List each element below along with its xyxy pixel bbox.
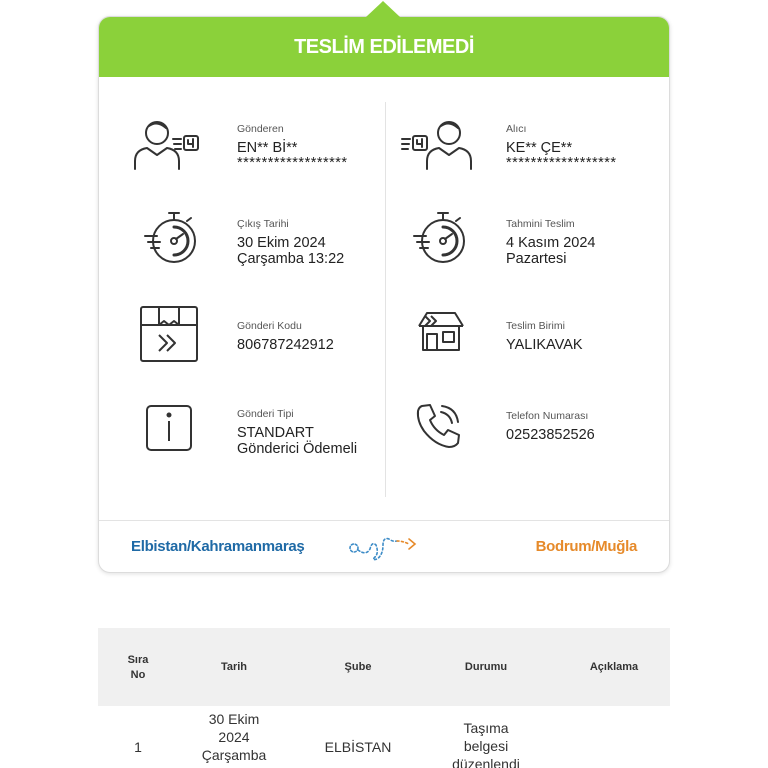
info-icon [145, 404, 193, 452]
row-1-date: 30 Ekim 2024 Çarşamba [201, 711, 267, 763]
sender-info [237, 122, 348, 170]
row-1-branch: ELBİSTAN [324, 739, 392, 755]
departure-day-time: Çarşamba 13:22 [237, 251, 345, 267]
package-box-icon [139, 305, 199, 365]
code-label: Gönderi Kodu [237, 320, 302, 332]
estimated-info [506, 217, 595, 267]
receiver-masked: ****************** [506, 155, 617, 171]
phone-value: 02523852526 [506, 427, 595, 443]
row-1-no: 1 [134, 739, 142, 755]
stopwatch-icon [412, 209, 468, 267]
receiver-label: Alıcı [506, 123, 527, 135]
phone-label: Telefon Numarası [506, 410, 589, 422]
sender-name: EN** Bİ** [237, 140, 298, 156]
estimated-date: 4 Kasım 2024 [506, 235, 596, 251]
table-header [98, 628, 670, 706]
departure-date: 30 Ekim 2024 [237, 235, 326, 251]
branch-label: Teslim Birimi [506, 320, 565, 332]
departure-label: Çıkış Tarihi [237, 218, 289, 230]
header-description: Açıklama [589, 661, 639, 673]
route-divider [99, 520, 669, 521]
type-info [237, 407, 357, 457]
header-branch: Şube [344, 661, 372, 673]
header-date: Tarih [220, 661, 248, 673]
departure-info [237, 217, 344, 267]
branch-building-icon [417, 310, 465, 352]
estimated-day: Pazartesi [506, 251, 567, 267]
header-no: Sıra No [127, 654, 149, 681]
sender-label: Gönderen [237, 123, 284, 135]
branch-info [506, 319, 583, 353]
sender-person-icon [131, 117, 211, 171]
estimated-label: Tahmini Teslim [506, 218, 575, 230]
route-origin: Elbistan/Kahramanmaraş [131, 538, 305, 555]
row-1-status: Taşıma belgesi düzenlendi [452, 720, 520, 768]
type-value: STANDART [237, 425, 314, 441]
code-info [237, 319, 334, 353]
shipment-card [98, 16, 670, 573]
receiver-person-icon [399, 117, 479, 171]
status-header [99, 17, 669, 77]
stopwatch-icon [143, 209, 199, 267]
route-destination: Bodrum/Muğla [535, 538, 637, 555]
phone-icon [414, 402, 462, 450]
header-status: Durumu [464, 661, 508, 673]
receiver-name: KE** ÇE** [506, 140, 573, 156]
phone-info [506, 409, 595, 443]
receiver-info [506, 122, 617, 170]
status-pointer [366, 1, 400, 17]
type-label: Gönderi Tipi [237, 408, 294, 420]
type-payment: Gönderici Ödemeli [237, 441, 358, 457]
route-path-icon [347, 529, 421, 563]
status-title: TESLİM EDİLEMEDİ [294, 35, 474, 58]
sender-masked: ****************** [237, 155, 348, 171]
code-value: 806787242912 [237, 337, 334, 353]
branch-value: YALIKAVAK [506, 337, 583, 353]
column-divider [385, 102, 386, 497]
